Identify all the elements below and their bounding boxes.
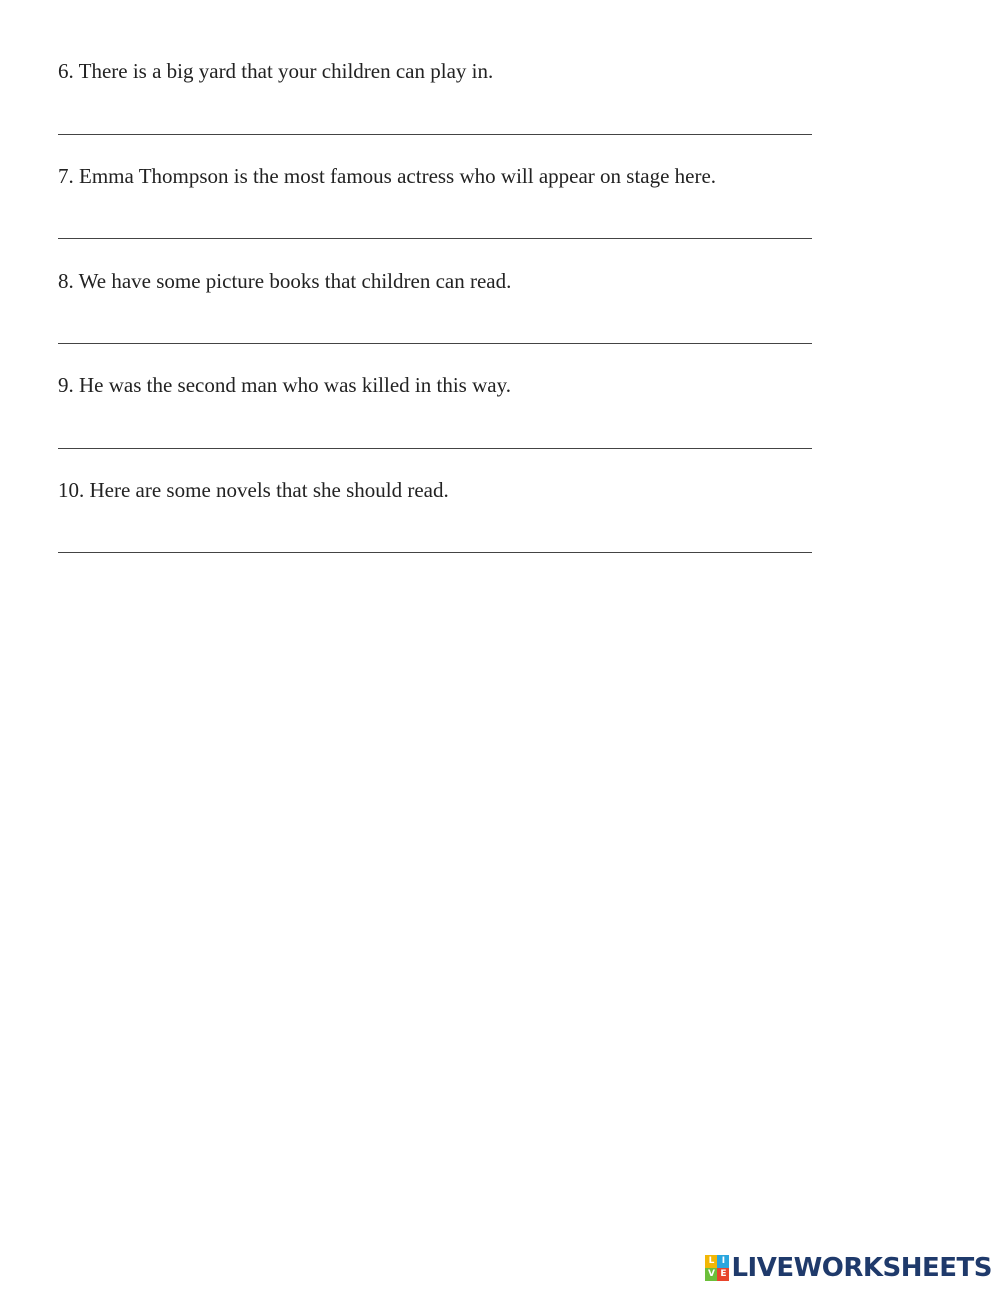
question-8-text: 8. We have some picture books that children can read. [58, 269, 512, 293]
liveworksheets-logo [705, 1253, 992, 1283]
logo-letter-v: V [705, 1268, 717, 1281]
logo-mark-icon [705, 1255, 729, 1281]
answer-line-10[interactable] [58, 552, 812, 553]
answer-line-6[interactable] [58, 134, 812, 135]
logo-letter-e: E [717, 1268, 729, 1281]
question-9-text: 9. He was the second man who was killed in this way. [58, 373, 511, 397]
question-7-text: 7. Emma Thompson is the most famous actress who will appear on stage here. [58, 164, 717, 188]
answer-line-9[interactable] [58, 448, 812, 449]
question-6-text: 6. There is a big yard that your children can play in. [58, 59, 494, 83]
question-10-text: 10. Here are some novels that she should read. [58, 478, 449, 502]
answer-line-7[interactable] [58, 238, 812, 239]
logo-letter-l: L [705, 1255, 717, 1268]
answer-line-8[interactable] [58, 343, 812, 344]
brand-name: LIVEWORKSHEETS [731, 1253, 992, 1283]
logo-letter-i: I [717, 1255, 729, 1268]
